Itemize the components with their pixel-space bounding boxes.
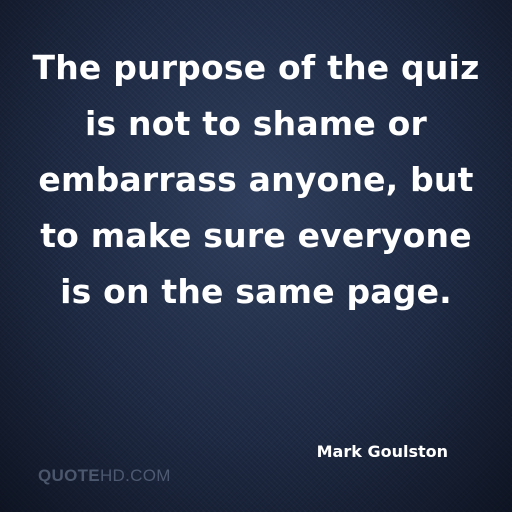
quote-line: The purpose of the quiz [32, 48, 480, 87]
quote-line: embarrass anyone, but [38, 160, 474, 199]
quote-author: Mark Goulston [316, 442, 448, 461]
watermark-suffix: HD.COM [99, 466, 171, 485]
quote-line: is on the same page. [60, 272, 452, 311]
site-watermark [38, 466, 171, 486]
watermark-brand: QUOTE [38, 466, 100, 485]
quote-line: to make sure everyone [40, 216, 472, 255]
quote-text [16, 40, 496, 320]
quote-line: is not to shame or [84, 104, 427, 143]
